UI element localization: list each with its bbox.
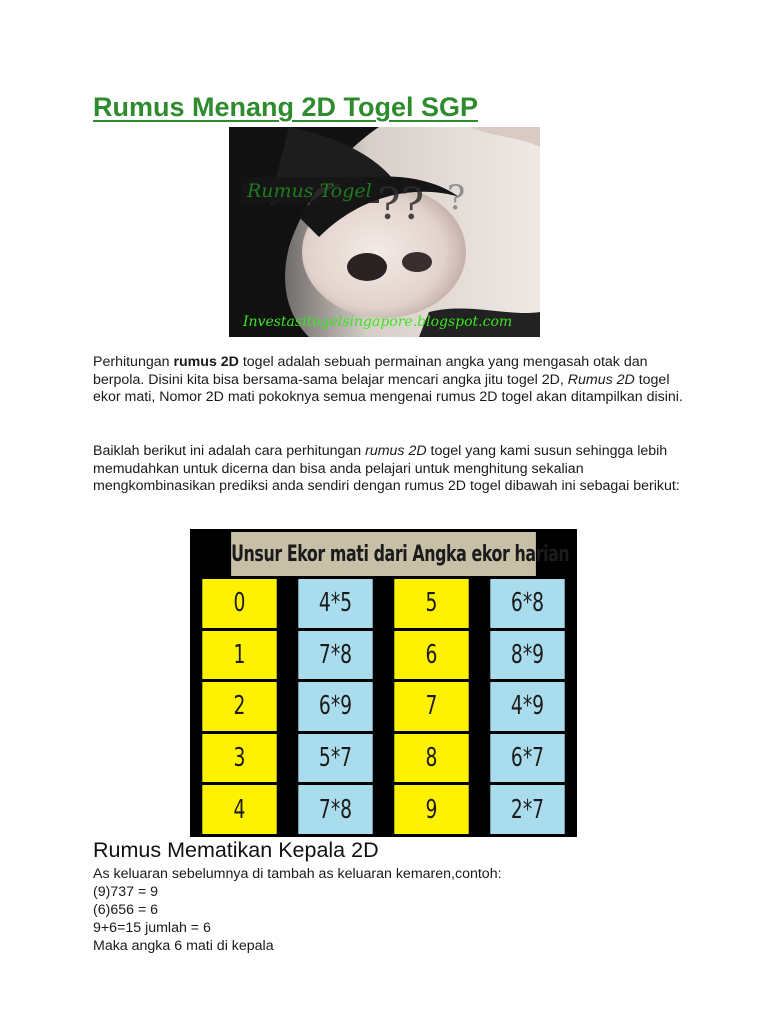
question-marks: ??: [377, 179, 425, 230]
digit-cell: 8: [394, 734, 468, 783]
hero-watermark: Investasitogelsingapore.blogspot.com: [243, 314, 513, 330]
intro-paragraph: Perhitungan rumus 2D togel adalah sebuah permainan angka yang mengasah otak dan berpola. Disini kita bisa bersama-sama belajar mencari angka jitu togel 2D, Rumus 2D togel ekor mati, Nomor 2D mati pokoknya semua mengenai rumus 2D togel akan ditampilkan disini.: [93, 354, 683, 405]
table-header: Unsur Ekor mati dari Angka ekor harian: [231, 532, 536, 576]
value-cell: 7*8: [298, 631, 372, 680]
digit-cell: 2: [202, 682, 276, 731]
list-item: (6)656 = 6: [93, 902, 159, 918]
value-cell: 6*7: [490, 734, 564, 783]
digit-cell: 7: [394, 682, 468, 731]
section-heading: Rumus Mematikan Kepala 2D: [93, 838, 379, 862]
digit-cell: 9: [394, 785, 468, 834]
digit-cell: 4: [202, 785, 276, 834]
digit-cell: 6: [394, 631, 468, 680]
list-item: Maka angka 6 mati di kepala: [93, 938, 274, 954]
svg-text:?: ?: [447, 178, 466, 218]
ekor-mati-table: [190, 529, 577, 837]
digit-cell: 3: [202, 734, 276, 783]
digit-cell: 0: [202, 579, 276, 628]
table-row: [193, 734, 574, 783]
value-cell: 2*7: [490, 785, 564, 834]
value-cell: 7*8: [298, 785, 372, 834]
list-item: As keluaran sebelumnya di tambah as keluaran kemaren,contoh:: [93, 866, 502, 882]
value-cell: 4*9: [490, 682, 564, 731]
value-cell: 6*8: [490, 579, 564, 628]
digit-cell: 1: [202, 631, 276, 680]
page-title[interactable]: Rumus Menang 2D Togel SGP: [93, 92, 479, 122]
table-row: [193, 682, 574, 731]
example-lines: [93, 865, 502, 955]
explanation-paragraph: Baiklah berikut ini adalah cara perhitungan rumus 2D togel yang kami susun sehingga lebih memudahkan untuk dicerna dan bisa anda pelajari untuk menghitung sekalian mengkombinasikan prediksi anda sendiri dengan rumus 2D togel dibawah ini sebagai berikut:: [93, 443, 680, 494]
hero-illustration: [229, 127, 540, 337]
table-row: [193, 785, 574, 834]
hero-caption: Rumus Togel: [247, 180, 372, 202]
list-item: 9+6=15 jumlah = 6: [93, 920, 211, 936]
hero-image: [229, 127, 540, 337]
table-row: [193, 631, 574, 680]
value-cell: 6*9: [298, 682, 372, 731]
value-cell: 5*7: [298, 734, 372, 783]
table-row: [193, 579, 574, 628]
value-cell: 8*9: [490, 631, 564, 680]
value-cell: 4*5: [298, 579, 372, 628]
list-item: (9)737 = 9: [93, 884, 159, 900]
digit-cell: 5: [394, 579, 468, 628]
